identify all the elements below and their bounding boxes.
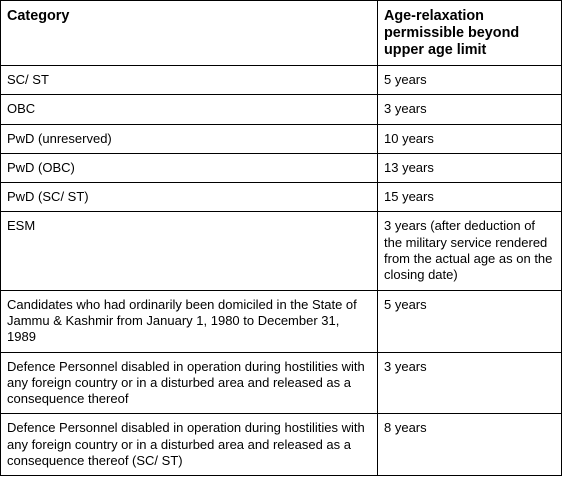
category-cell: Candidates who had ordinarily been domiciled in the State of Jammu & Kashmir from January 1, 1980 to December 31, 1989 <box>1 290 378 352</box>
category-cell: Defence Personnel disabled in operation during hostilities with any foreign country or in a disturbed area and released as a consequence thereof <box>1 352 378 414</box>
header-age-relaxation: Age-relaxation permissible beyond upper age limit <box>378 1 562 66</box>
relaxation-cell: 3 years <box>378 352 562 414</box>
table-row <box>1 66 562 95</box>
relaxation-cell: 10 years <box>378 124 562 153</box>
category-cell: PwD (OBC) <box>1 153 378 182</box>
relaxation-cell: 15 years <box>378 183 562 212</box>
category-cell: SC/ ST <box>1 66 378 95</box>
relaxation-cell: 5 years <box>378 290 562 352</box>
relaxation-cell: 8 years <box>378 414 562 476</box>
table-row <box>1 290 562 352</box>
table-row <box>1 352 562 414</box>
category-cell: PwD (unreserved) <box>1 124 378 153</box>
category-cell: PwD (SC/ ST) <box>1 183 378 212</box>
category-cell: ESM <box>1 212 378 290</box>
relaxation-cell: 13 years <box>378 153 562 182</box>
category-cell: Defence Personnel disabled in operation during hostilities with any foreign country or in a disturbed area and released as a consequence thereof (SC/ ST) <box>1 414 378 476</box>
table-row <box>1 212 562 290</box>
relaxation-cell: 3 years (after deduction of the military service rendered from the actual age as on the closing date) <box>378 212 562 290</box>
table-row <box>1 124 562 153</box>
category-cell: OBC <box>1 95 378 124</box>
relaxation-cell: 5 years <box>378 66 562 95</box>
table-row <box>1 183 562 212</box>
header-row <box>1 1 562 66</box>
header-category: Category <box>1 1 378 66</box>
table-row <box>1 153 562 182</box>
table-row <box>1 414 562 476</box>
relaxation-cell: 3 years <box>378 95 562 124</box>
table-row <box>1 95 562 124</box>
